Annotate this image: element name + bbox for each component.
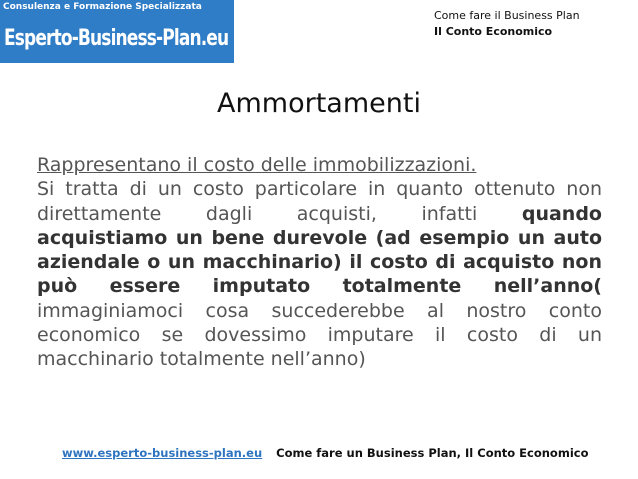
footer [62,446,588,460]
header-line-1: Come fare il Business Plan [434,9,580,22]
body-line-5: aziendale o un macchinario) il costo di acquisto non [37,251,602,274]
logo-banner [0,0,234,63]
header-line-2: Il Conto Economico [434,25,553,38]
header-title-block [434,8,580,40]
body-line-1: Rappresentano il costo delle immobilizzazioni. [37,154,477,176]
body-line-3-bold: quando [521,202,602,225]
logo-name: Esperto-Business-Plan.eu [4,26,229,51]
footer-caption: Come fare un Business Plan, Il Conto Economico [276,446,589,460]
body-line-8: economico se dovessimo imputare il costo di un [37,324,602,347]
body-line-3 [37,202,602,226]
slide-body [37,153,602,372]
body-line-4: acquistiamo un bene durevole (ad esempio un auto [37,226,602,249]
body-line-7: immaginiamoci cosa succederebbe al nostro conto [37,299,602,322]
body-line-2: Si tratta di un costo particolare in quanto ottenuto non [37,178,602,201]
logo-tagline: Consulenza e Formazione Specializzata [3,2,202,12]
body-line-9: macchinario totalmente nell’anno) [37,348,366,371]
body-line-6: può essere imputato totalmente nell’anno( [37,275,602,298]
slide-title: Ammortamenti [217,88,421,119]
body-line-3-text: direttamente dagli acquisti, infatti [37,202,478,225]
footer-website-link[interactable]: www.esperto-business-plan.eu [62,446,263,460]
